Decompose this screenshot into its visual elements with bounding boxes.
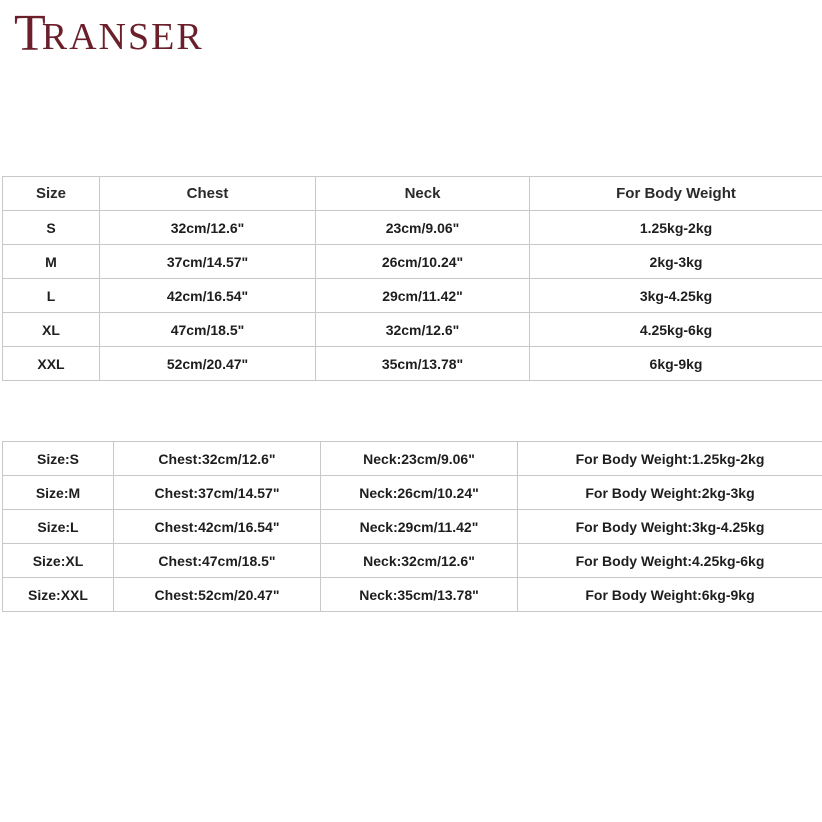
cell-chest: 32cm/12.6" (100, 211, 316, 245)
brand-logo-initial: T (14, 5, 48, 62)
cell-body-weight: For Body Weight:1.25kg-2kg (518, 442, 822, 476)
cell-neck: 29cm/11.42" (316, 279, 530, 313)
header-size: Size (3, 177, 100, 211)
cell-size: L (3, 279, 100, 313)
cell-neck: Neck:23cm/9.06" (321, 442, 518, 476)
cell-body-weight: 1.25kg-2kg (530, 211, 822, 245)
cell-neck: Neck:29cm/11.42" (321, 510, 518, 544)
cell-neck: Neck:32cm/12.6" (321, 544, 518, 578)
table-row (3, 544, 822, 578)
cell-size: Size:S (3, 442, 114, 476)
cell-neck: 26cm/10.24" (316, 245, 530, 279)
table-row (3, 578, 822, 612)
cell-body-weight: For Body Weight:3kg-4.25kg (518, 510, 822, 544)
cell-size: Size:M (3, 476, 114, 510)
cell-neck: Neck:26cm/10.24" (321, 476, 518, 510)
cell-body-weight: For Body Weight:4.25kg-6kg (518, 544, 822, 578)
table-row (3, 476, 822, 510)
cell-chest: Chest:47cm/18.5" (114, 544, 321, 578)
cell-chest: Chest:32cm/12.6" (114, 442, 321, 476)
cell-size: M (3, 245, 100, 279)
table-row (3, 211, 822, 245)
cell-chest: Chest:52cm/20.47" (114, 578, 321, 612)
cell-size: Size:XXL (3, 578, 114, 612)
table-row (3, 442, 822, 476)
cell-neck: 23cm/9.06" (316, 211, 530, 245)
cell-body-weight: 4.25kg-6kg (530, 313, 822, 347)
table-row (3, 347, 822, 381)
header-body-weight: For Body Weight (530, 177, 822, 211)
cell-chest: 52cm/20.47" (100, 347, 316, 381)
table-row (3, 510, 822, 544)
cell-size: Size:L (3, 510, 114, 544)
cell-body-weight: 2kg-3kg (530, 245, 822, 279)
size-chart-table (2, 176, 822, 381)
cell-chest: 37cm/14.57" (100, 245, 316, 279)
size-detail-table (2, 441, 822, 612)
cell-body-weight: For Body Weight:2kg-3kg (518, 476, 822, 510)
header-chest: Chest (100, 177, 316, 211)
table-row (3, 313, 822, 347)
cell-body-weight: 3kg-4.25kg (530, 279, 822, 313)
cell-body-weight: 6kg-9kg (530, 347, 822, 381)
cell-chest: Chest:37cm/14.57" (114, 476, 321, 510)
cell-neck: Neck:35cm/13.78" (321, 578, 518, 612)
header-neck: Neck (316, 177, 530, 211)
table-row (3, 245, 822, 279)
brand-logo (14, 5, 204, 62)
cell-size: Size:XL (3, 544, 114, 578)
cell-size: S (3, 211, 100, 245)
cell-chest: 42cm/16.54" (100, 279, 316, 313)
table-row (3, 279, 822, 313)
cell-chest: Chest:42cm/16.54" (114, 510, 321, 544)
cell-size: XL (3, 313, 100, 347)
cell-neck: 32cm/12.6" (316, 313, 530, 347)
cell-chest: 47cm/18.5" (100, 313, 316, 347)
cell-neck: 35cm/13.78" (316, 347, 530, 381)
cell-size: XXL (3, 347, 100, 381)
cell-body-weight: For Body Weight:6kg-9kg (518, 578, 822, 612)
table-header-row (3, 177, 822, 211)
brand-logo-text: RANSER (41, 16, 204, 58)
